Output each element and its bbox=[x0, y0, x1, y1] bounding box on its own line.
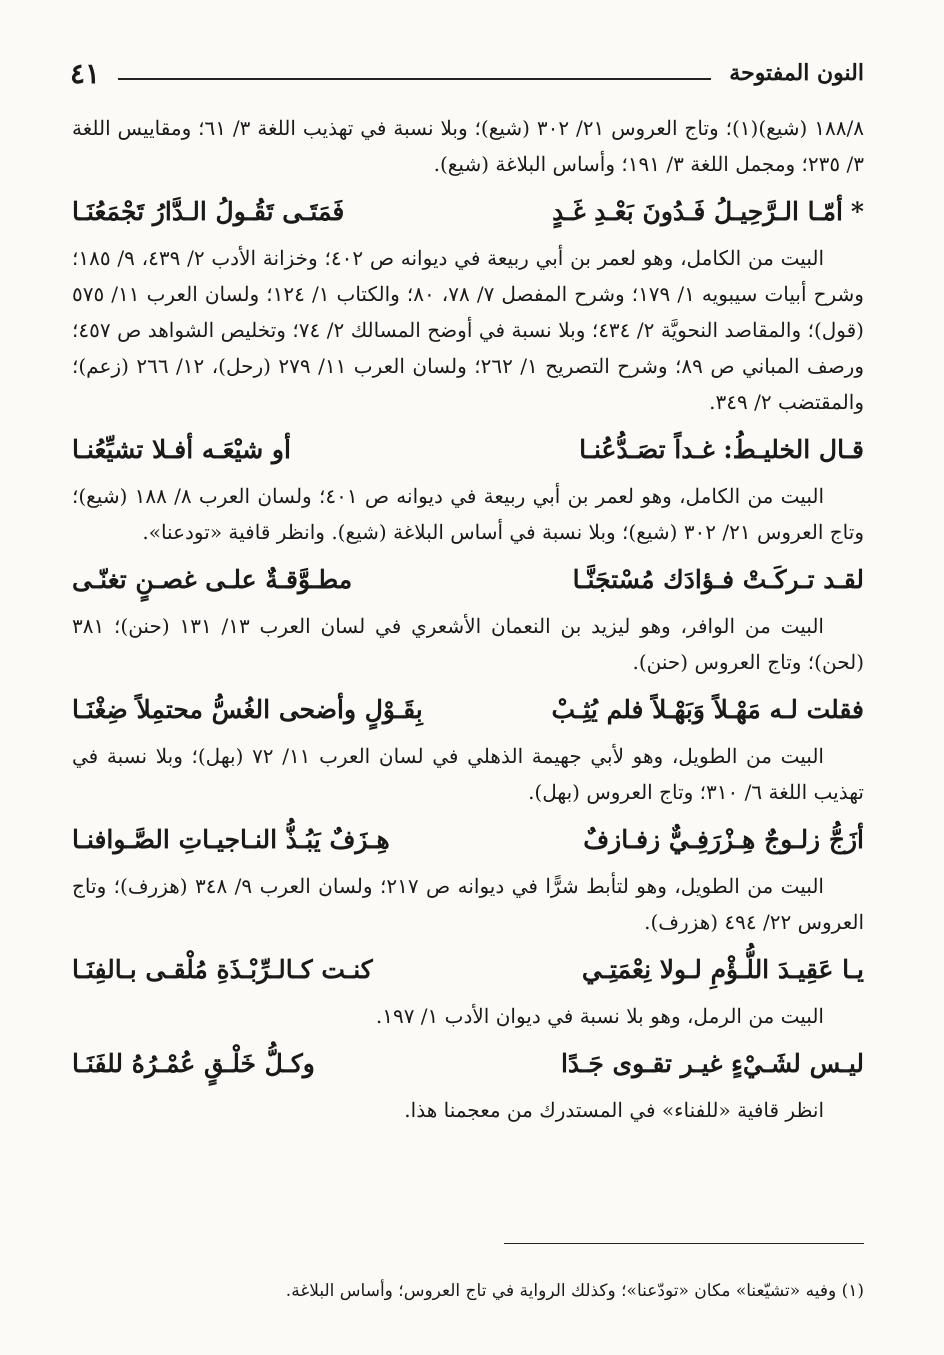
verse-line bbox=[72, 820, 864, 860]
verse-second-hemistich: فَمَتَـى تَقُـولُ الـدَّارُ تَجْمَعُنَـا bbox=[72, 197, 345, 226]
verse-line bbox=[72, 192, 864, 232]
paragraph: ١٨٨/٨ (شيع)(١)؛ وتاج العروس ٢١/ ٣٠٢ (شيع)؛ وبلا نسبة في تهذيب اللغة ٣/ ٦١؛ ومقاييس اللغة ٣/ ٢٣٥؛ ومجمل اللغة ٣/ ١٩١؛ وأساس البلاغة (شيع). bbox=[72, 116, 864, 176]
verse-first-text: فقلت لـه مَهْـلاً وَبَهْـلاً فلم يُثِـبْ bbox=[551, 695, 864, 724]
verse-first-hemistich bbox=[561, 1044, 864, 1084]
verse-line bbox=[72, 430, 864, 470]
verse-first-text: لقـد تـركَـتْ فـؤادَك مُسْتجَنَّـا bbox=[572, 565, 864, 594]
footnote-divider bbox=[504, 1243, 864, 1244]
verse-first-hemistich bbox=[552, 192, 864, 232]
verse-first-text: أمّـا الـرَّحِيـلُ فَـدُونَ بَعْـدِ غَـدٍ bbox=[552, 197, 843, 226]
verse-line bbox=[72, 950, 864, 990]
verse-first-hemistich bbox=[573, 560, 864, 600]
paragraph: البيت من الطويل، وهو لأبي جهيمة الذهلي في لسان العرب ١١/ ٧٢ (بهل)؛ وبلا نسبة في تهذيب اللغة ٦/ ٣١٠؛ وتاج العروس (بهل). bbox=[72, 744, 864, 804]
verse-second-hemistich: هِـزَفٌ يَبُـذُّ النـاجيـاتِ الصَّـوافنـا bbox=[72, 825, 390, 854]
paragraph: انظر قافية «للفناء» في المستدرك من معجمنا هذا. bbox=[404, 1098, 824, 1122]
verse-marker: * bbox=[850, 197, 864, 226]
paragraph: البيت من الكامل، وهو لعمر بن أبي ربيعة في ديوانه ص ٤٠١؛ ولسان العرب ٨/ ١٨٨ (شيع)؛ وتاج العروس ٢١/ ٣٠٢ (شيع)؛ وبلا نسبة في أساس البلاغة (شيع). وانظر قافية «تودعنا». bbox=[72, 484, 864, 544]
paragraph: البيت من الكامل، وهو لعمر بن أبي ربيعة في ديوانه ص ٤٠٢؛ وخزانة الأدب ٢/ ٤٣٩، ٩/ ١٨٥؛ وشرح أبيات سيبويه ١/ ١٧٩؛ وشرح المفصل ٧/ ٧٨، ٨٠؛ والكتاب ١/ ١٢٤؛ ولسان العرب ١١/ ٥٧٥ (قول)؛ والمقاصد النحويَّة ٢/ ٤٣٤؛ وبلا نسبة في أوضح المسالك ٢/ ٧٤؛ وتخليص الشواهد ص ٤٥٧؛ ورصف المباني ص ٨٩؛ وشرح التصريح ١/ ٢٦٢؛ ولسان العرب ١١/ ٢٧٩ (رحل)، ١٢/ ٢٦٦ (زعم)؛ والمقتضب ٢/ ٣٤٩. bbox=[72, 246, 864, 414]
running-title: النون المفتوحة bbox=[729, 60, 864, 86]
header-rule bbox=[118, 78, 711, 80]
verse-first-text: يـا عَقِيـدَ اللُّـؤْمِ لـولا نِعْمَتِـي bbox=[581, 955, 864, 984]
verse-first-hemistich bbox=[583, 820, 864, 860]
verse-second-hemistich: أو شيْعَـه أفـلا تشيِّعُنـا bbox=[72, 435, 291, 464]
verse-first-hemistich bbox=[579, 430, 864, 470]
verse-first-text: قـال الخليـطُ: غـداً تصَـدُّعُنـا bbox=[579, 435, 864, 464]
verse-first-hemistich bbox=[582, 950, 864, 990]
verse-first-hemistich bbox=[552, 690, 864, 730]
page-number: ٤١ bbox=[70, 56, 101, 90]
verse-line bbox=[72, 690, 864, 730]
verse-second-hemistich: وكـلُّ خَلْـقٍ عُمْـرُهُ للفَنَـا bbox=[72, 1049, 315, 1078]
verse-first-text: أزَجُّ زلـوجٌ هِـزْرَفِـيٌّ زفـازفٌ bbox=[583, 825, 864, 854]
verse-line bbox=[72, 1044, 864, 1084]
footnote: (١) وفيه «تشيّعنا» مكان «تودّعنا»؛ وكذلك الرواية في تاج العروس؛ وأساس البلاغة. bbox=[285, 1281, 864, 1301]
verse-second-hemistich: مطـوَّقـةٌ علـى غصـنٍ تغنّـى bbox=[72, 565, 353, 594]
paragraph: البيت من الوافر، وهو ليزيد بن النعمان الأشعري في لسان العرب ١٣/ ١٣١ (حنن)؛ ٣٨١ (لحن)؛ وتاج العروس (حنن). bbox=[72, 614, 864, 674]
verse-second-hemistich: بِقَـوْلٍ وأضحى الغُسُّ محتمِلاً ضِغْنَـا bbox=[72, 695, 423, 724]
verse-second-hemistich: كنـت كـالـرِّبْـذَةِ مُلْقـى بـالفِنَـا bbox=[72, 955, 373, 984]
verse-first-text: ليـس لشَـيْءٍ غيـر تقـوى جَـدًا bbox=[560, 1049, 864, 1078]
paragraph: البيت من الرمل، وهو بلا نسبة في ديوان الأدب ١/ ١٩٧. bbox=[375, 1004, 824, 1028]
paragraph: البيت من الطويل، وهو لتأبط شرًّا في ديوانه ص ٢١٧؛ ولسان العرب ٩/ ٣٤٨ (هزرف)؛ وتاج العروس ٢٢/ ٤٩٤ (هزرف). bbox=[72, 874, 864, 934]
page-body bbox=[72, 110, 864, 1132]
verse-line bbox=[72, 560, 864, 600]
page-header bbox=[70, 52, 864, 94]
